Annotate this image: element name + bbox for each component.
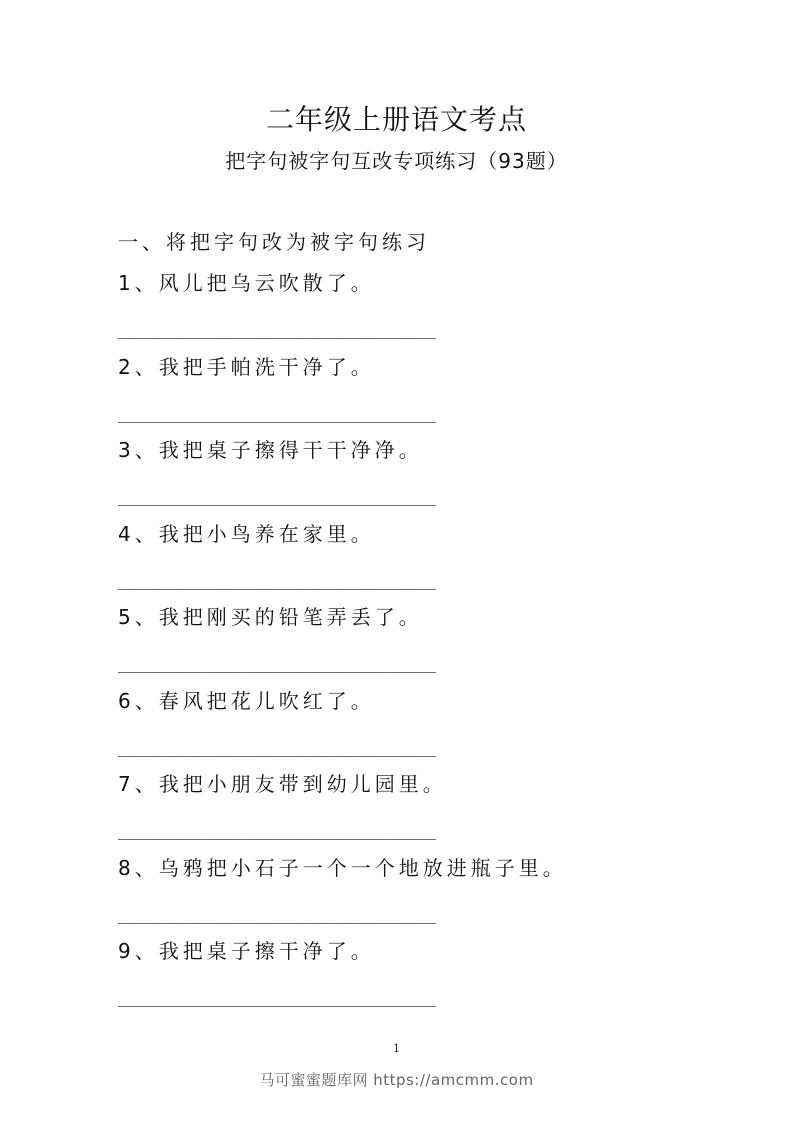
question-text: 8、乌鸦把小石子一个一个地放进瓶子里。 [118,855,567,880]
page-title: 二年级上册语文考点 [265,103,527,136]
answer-line: _________________________________ [118,570,436,590]
question-list [118,268,718,1020]
answer-line: _________________________________ [118,320,436,339]
answer-line: _________________________________ [118,403,436,423]
question-text: 2、我把手帕洗干净了。 [118,354,375,379]
question-text: 5、我把刚买的铅笔弄丢了。 [118,605,423,629]
question-item [118,352,718,436]
section-heading: 一、将把字句改为被字句练习 [118,230,430,254]
answer-line: _________________________________ [118,988,436,1007]
question-text: 4、我把小鸟养在家里。 [118,521,375,546]
question-item [118,268,718,352]
page-subtitle: 把字句被字句互改专项练习（93题） [225,149,568,173]
question-item [118,936,718,1020]
answer-line: _________________________________ [118,654,436,673]
question-text: 7、我把小朋友带到幼儿园里。 [118,772,447,796]
question-text: 1、风儿把乌云吹散了。 [118,271,375,295]
answer-line: _________________________________ [118,904,436,924]
question-text: 6、春风把花儿吹红了。 [118,688,375,713]
answer-line: _________________________________ [118,737,436,757]
answer-line: _________________________________ [118,821,436,840]
footer-watermark: 马可蜜蜜题库网 https://amcmm.com [259,1071,534,1089]
question-item [118,853,718,937]
question-text: 3、我把桌子擦得干干净净。 [118,438,423,462]
page-number: 1 [393,1042,400,1055]
answer-line: _________________________________ [118,487,436,506]
question-item [118,602,718,686]
question-item [118,769,718,853]
question-text: 9、我把桌子擦干净了。 [118,939,375,963]
question-item [118,435,718,519]
question-item [118,519,718,603]
question-item [118,686,718,770]
